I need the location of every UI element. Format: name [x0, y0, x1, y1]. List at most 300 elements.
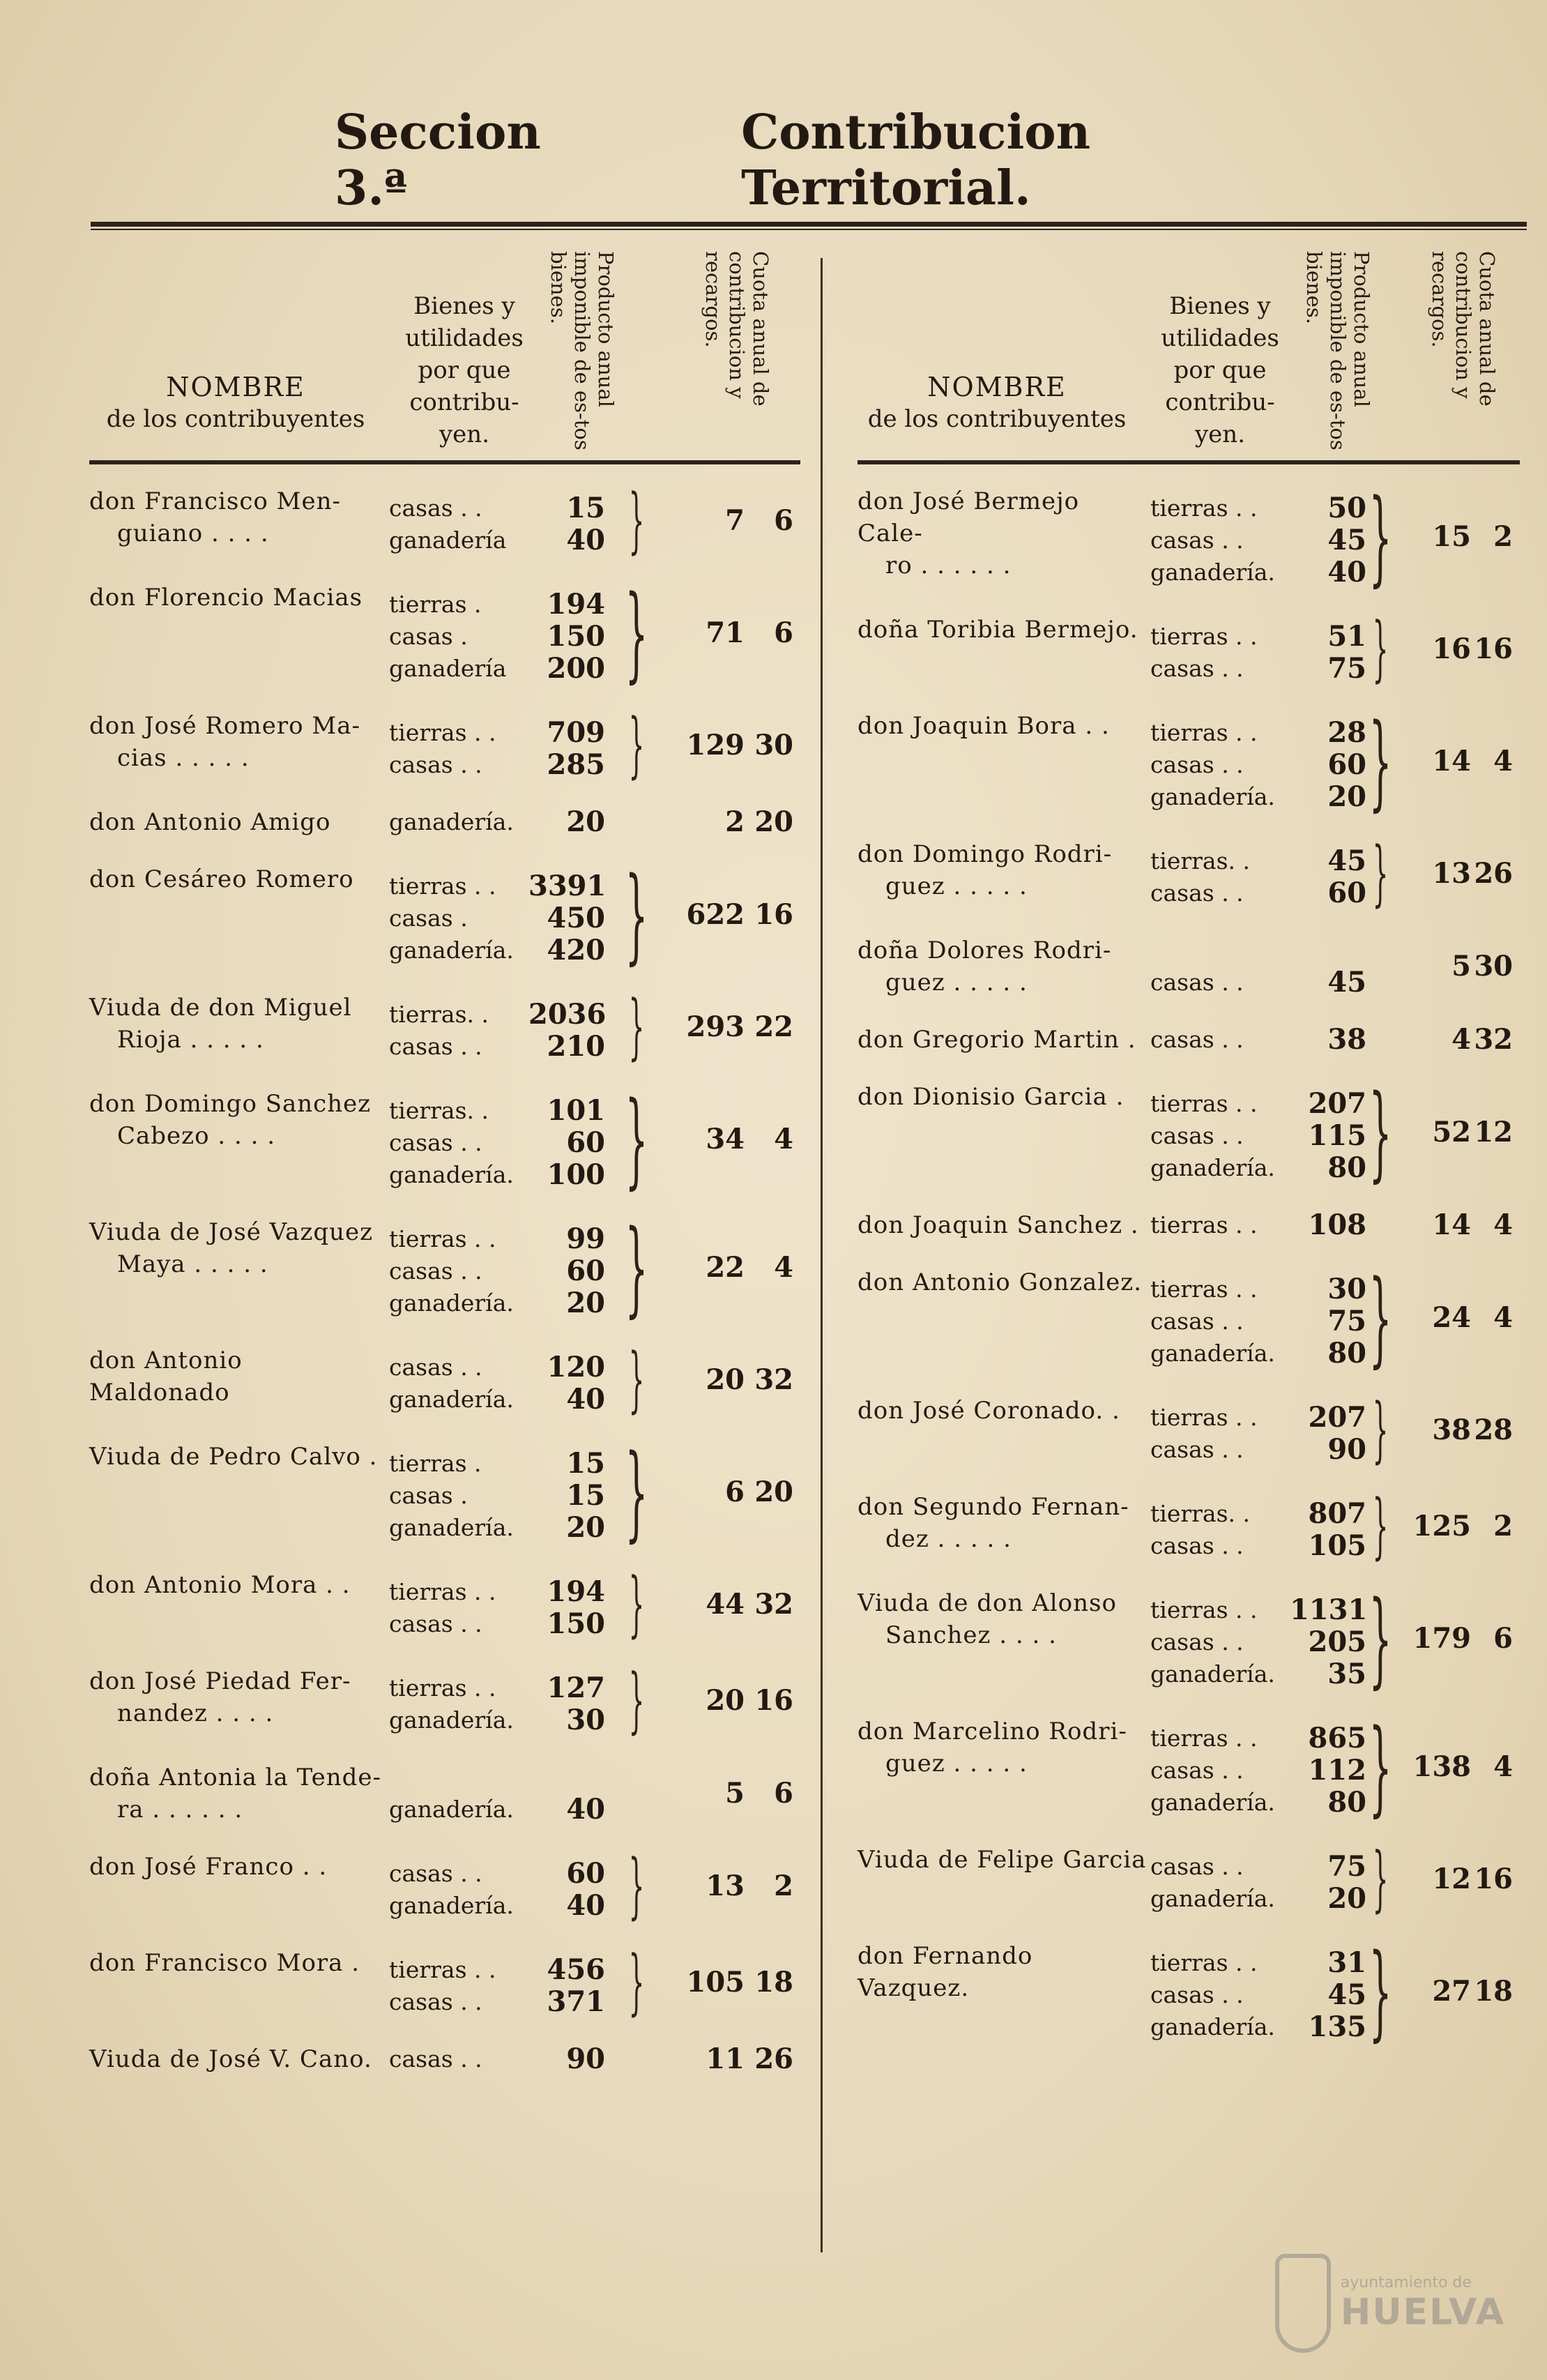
taxable-product-value: 420 [547, 934, 605, 967]
brace-icon: } [628, 1338, 645, 1421]
taxable-product-value: 51 [1327, 620, 1366, 653]
taxable-product-values [1290, 1587, 1366, 1690]
property-types [389, 806, 528, 838]
watermark-big-text: HUELVA [1340, 2291, 1505, 2333]
taxable-product-values [528, 485, 605, 556]
property-type: tierras. . [389, 1001, 489, 1028]
annual-quota-maravedis: 20 [754, 1476, 793, 1508]
taxable-product-values [1290, 1081, 1366, 1184]
taxable-product-values [528, 710, 605, 781]
property-types [389, 1569, 528, 1640]
property-type: tierras. . [1150, 1500, 1250, 1527]
taxpayer-name [858, 1491, 1150, 1562]
taxable-product-value: 30 [566, 1704, 605, 1736]
taxpayer-name [89, 1665, 389, 1736]
brace-icon [1366, 934, 1394, 999]
annual-quota-reales: 6 [725, 1476, 745, 1508]
taxpayer-name [858, 1587, 1150, 1690]
taxpayer-name [858, 838, 1150, 909]
nombre-header-title: NOMBRE [166, 372, 305, 402]
annual-quota-reales: 34 [706, 1123, 745, 1155]
property-type: tierras . . [1150, 1211, 1258, 1238]
taxable-product-value: 31 [1327, 1946, 1366, 1979]
taxable-product-values [1290, 1940, 1366, 2043]
taxable-product-value: 150 [547, 1607, 605, 1640]
property-type: tierras . [389, 1450, 482, 1477]
taxpayer-name [89, 992, 389, 1063]
annual-quota-reales: 14 [1432, 1208, 1471, 1241]
annual-quota-maravedis: 16 [1474, 632, 1513, 665]
property-types [389, 863, 528, 967]
property-type: ganadería. [1150, 2013, 1275, 2040]
annual-quota-maravedis: 12 [1474, 1116, 1513, 1149]
annual-quota-reales: 7 [725, 504, 745, 537]
property-type: casas . . [1150, 1436, 1244, 1463]
property-types [389, 992, 528, 1063]
brace-icon: } [628, 985, 645, 1068]
brace-icon: } [625, 573, 648, 693]
property-types [389, 1441, 528, 1544]
property-type: casas . . [1150, 1981, 1244, 2008]
property-types [1150, 1081, 1290, 1184]
taxpayer-name-line: Viuda de don Alonso [858, 1589, 1117, 1617]
taxpayer-name-continuation: cias . . . . . [117, 744, 250, 772]
annual-quota-maravedis: 4 [774, 1251, 793, 1284]
property-type: ganadería. [1150, 1885, 1275, 1912]
taxpayer-name-line: don Joaquin Bora . . [858, 712, 1110, 740]
taxable-product-value: 112 [1308, 1754, 1366, 1787]
annual-quota-reales: 129 [686, 729, 745, 761]
taxable-product-value: 207 [1308, 1087, 1366, 1120]
annual-quota-reales: 5 [1451, 950, 1471, 983]
property-types [389, 1851, 528, 1922]
taxpayer-name-line: Viuda de José Vazquez [89, 1218, 374, 1246]
taxpayer-name-continuation: nandez . . . . [117, 1699, 274, 1727]
taxpayer-name [89, 710, 389, 781]
taxpayer-entry [89, 1659, 800, 1742]
property-type: casas . . [1150, 526, 1244, 554]
property-type: casas . . [1150, 879, 1244, 907]
taxpayer-name-line: don José Coronado. . [858, 1397, 1120, 1425]
annual-quota-reales: 20 [706, 1363, 745, 1396]
annual-quota-maravedis: 2 [1493, 1510, 1513, 1543]
annual-quota-reales: 12 [1432, 1863, 1471, 1895]
property-type: casas . . [389, 494, 482, 522]
property-types [1150, 1395, 1290, 1466]
property-type: ganadería. [389, 808, 514, 835]
property-types [1150, 1844, 1290, 1915]
taxable-product-value: 205 [1308, 1625, 1366, 1658]
brace-icon [1366, 1209, 1394, 1241]
nombre-header [858, 371, 1136, 435]
property-type: tierras . . [1150, 1725, 1258, 1752]
taxpayer-name-continuation: guez . . . . . [885, 872, 1028, 900]
property-types [1150, 614, 1290, 685]
taxable-product-value: 450 [547, 902, 605, 934]
taxpayer-name-line: don Segundo Fernan- [858, 1493, 1129, 1521]
taxpayer-name-line: don Francisco Mora . [89, 1949, 360, 1977]
annual-quota-reales: 125 [1412, 1510, 1471, 1543]
property-type: ganadería. [389, 937, 514, 964]
taxpayer-name-line: don José Romero Ma- [89, 712, 360, 740]
page-header [335, 105, 1380, 216]
taxable-product-values [1290, 485, 1366, 589]
taxpayer-name [858, 710, 1150, 813]
taxpayer-entry [858, 832, 1520, 915]
taxpayer-name [89, 582, 389, 685]
taxable-product-value: 50 [1327, 492, 1366, 524]
brace-icon: } [1369, 1072, 1392, 1192]
property-type: casas . . [389, 1354, 482, 1381]
taxpayer-entry [858, 1579, 1520, 1699]
property-types [389, 1947, 528, 2018]
taxable-product-value: 150 [547, 620, 605, 653]
brace-icon: } [628, 1659, 645, 1742]
property-type: casas . . [1150, 1026, 1244, 1053]
taxpayer-name-continuation: Rioja . . . . . [117, 1026, 264, 1054]
property-type: ganadería. [389, 1289, 514, 1317]
taxpayer-entry [89, 704, 800, 787]
taxable-product-value: 20 [1327, 1882, 1366, 1915]
annual-quota-reales: 4 [1451, 1023, 1471, 1056]
watermark-small-text: ayuntamiento de [1340, 2273, 1472, 2291]
nombre-header [89, 371, 382, 435]
column-headers [89, 251, 800, 464]
property-types [389, 1088, 528, 1191]
taxpayer-name [89, 1947, 389, 2018]
taxpayer-name-line: don Antonio Gonzalez. [858, 1268, 1142, 1296]
property-type: ganadería. [1150, 1154, 1275, 1181]
brace-icon: } [1372, 1388, 1389, 1471]
annual-quota-maravedis: 4 [1493, 1208, 1513, 1241]
taxable-product-value: 207 [1308, 1401, 1366, 1434]
property-types [389, 710, 528, 781]
annual-quota-reales: 179 [1412, 1622, 1471, 1655]
taxable-product-value: 456 [547, 1953, 605, 1986]
brace-icon: } [1372, 607, 1389, 690]
taxpayer-name [858, 1715, 1150, 1819]
taxpayer-name-line: Viuda de Pedro Calvo . [89, 1443, 378, 1471]
taxpayer-name-line: Viuda de Felipe Garcia [858, 1846, 1147, 1874]
taxpayer-entry [89, 1338, 800, 1421]
property-types [1150, 1715, 1290, 1819]
producto-header: Producto anual imponible de es-tos bienes. [547, 251, 618, 450]
property-type: casas . . [1150, 1853, 1244, 1880]
taxpayer-name-line: don Domingo Sanchez [89, 1090, 372, 1118]
brace-icon: } [1369, 702, 1392, 821]
annual-quota-reales: 71 [706, 616, 745, 649]
annual-quota-reales: 105 [686, 1966, 745, 1999]
taxable-product-values [528, 1569, 605, 1640]
document-title: Contribucion Territorial. [741, 105, 1091, 216]
brace-icon: } [1369, 1579, 1392, 1699]
taxable-product-value: 60 [566, 1857, 605, 1890]
property-type: ganadería. [1150, 559, 1275, 586]
brace-icon [605, 1761, 668, 1826]
taxpayer-entry [89, 1079, 800, 1199]
right-column [858, 251, 1520, 2252]
property-types [389, 1761, 528, 1826]
brace-icon: } [1369, 477, 1392, 597]
bienes-header: Bienes y utilidades por que contribu-yen. [1161, 292, 1279, 448]
property-type: ganadería. [389, 1892, 514, 1919]
taxable-product-value: 105 [1308, 1529, 1366, 1562]
property-type: tierras . . [1150, 494, 1258, 522]
property-types [1150, 485, 1290, 589]
taxpayer-name-continuation: guiano . . . . [117, 520, 269, 547]
property-type: tierras . . [389, 1225, 496, 1252]
header-rule-thin [91, 229, 1527, 230]
column-headers [858, 251, 1520, 464]
property-type: tierras . [389, 591, 482, 618]
property-type: tierras . . [389, 719, 496, 746]
brace-icon: } [1372, 1837, 1389, 1920]
taxable-product-value: 45 [1327, 524, 1366, 556]
property-type: ganadería. [389, 1161, 514, 1188]
property-type: casas . . [389, 1129, 482, 1156]
property-types [389, 1216, 528, 1319]
taxable-product-values [1290, 1491, 1366, 1562]
taxable-product-value: 75 [1327, 1850, 1366, 1883]
property-type: tierras . . [1150, 1596, 1258, 1623]
taxpayer-entry [89, 1208, 800, 1328]
taxpayer-entry [858, 1072, 1520, 1192]
taxable-product-value: 99 [566, 1222, 605, 1255]
property-type: tierras . . [1150, 1275, 1258, 1303]
property-type: casas . . [1150, 1308, 1244, 1335]
taxpayer-name-continuation: ro . . . . . . [885, 552, 1012, 579]
nombre-header-subtitle: de los contribuyentes [106, 405, 365, 433]
taxpayer-entry [858, 934, 1520, 999]
taxpayer-name [89, 1216, 389, 1319]
annual-quota-maravedis: 6 [774, 504, 793, 537]
taxable-product-values [1290, 934, 1366, 999]
annual-quota-reales: 13 [706, 1870, 745, 1902]
taxable-product-value: 45 [1327, 966, 1366, 999]
taxpayer-name-line: don José Piedad Fer- [89, 1667, 351, 1695]
property-type: casas . . [389, 1988, 482, 2015]
annual-quota-maravedis: 32 [754, 1588, 793, 1621]
taxpayer-entry [858, 1024, 1520, 1056]
taxpayer-name-line: don Dionisio Garcia . [858, 1083, 1125, 1111]
property-type: casas . . [389, 1610, 482, 1637]
annual-quota-reales: 5 [725, 1777, 745, 1810]
property-types [389, 1344, 528, 1416]
annual-quota-reales: 44 [706, 1588, 745, 1621]
taxpayer-name [89, 1569, 389, 1640]
property-type: casas . . [1150, 751, 1244, 778]
taxable-product-values [528, 582, 605, 685]
annual-quota-reales: 38 [1432, 1413, 1471, 1446]
property-type: casas . . [1150, 969, 1244, 996]
taxpayer-entry [858, 607, 1520, 690]
property-type: casas . . [389, 1033, 482, 1060]
annual-quota-reales: 293 [686, 1010, 745, 1043]
taxable-product-value: 194 [547, 588, 605, 621]
property-type: ganadería [389, 526, 507, 554]
property-types [1150, 1940, 1290, 2043]
taxable-product-value: 45 [1327, 844, 1366, 877]
annual-quota-reales: 138 [1412, 1750, 1471, 1783]
annual-quota-maravedis: 16 [1474, 1863, 1513, 1895]
property-type: tierras . . [1150, 1404, 1258, 1431]
taxable-product-value: 45 [1327, 1978, 1366, 2011]
taxable-product-value: 20 [566, 1511, 605, 1544]
brace-icon [1366, 1024, 1394, 1056]
property-type: ganadería. [1150, 1789, 1275, 1816]
property-types [389, 485, 528, 556]
annual-quota-maravedis: 20 [754, 805, 793, 838]
taxpayer-name [89, 863, 389, 967]
brace-icon: } [625, 855, 648, 975]
property-type: casas . [389, 623, 468, 650]
annual-quota-reales: 27 [1432, 1975, 1471, 2008]
property-type: casas . . [1150, 1757, 1244, 1784]
taxable-product-value: 15 [566, 1479, 605, 1512]
property-types [389, 1665, 528, 1736]
taxable-product-values [528, 806, 605, 838]
cuota-header: Cuota anual de contribucion y recargos. [701, 251, 772, 407]
taxable-product-value: 60 [1327, 748, 1366, 781]
taxpayer-name [858, 1081, 1150, 1184]
annual-quota-maravedis: 4 [1493, 745, 1513, 778]
taxpayer-name-line: don Joaquin Sanchez . [858, 1211, 1139, 1239]
taxable-product-value: 1131 [1290, 1593, 1368, 1626]
taxpayer-entry [858, 1209, 1520, 1241]
taxpayer-name [858, 1844, 1150, 1915]
property-type: ganadería. [389, 1706, 514, 1734]
bienes-header: Bienes y utilidades por que contribu-yen. [405, 292, 524, 448]
right-entries-list [858, 477, 1520, 2052]
taxpayer-name [89, 1344, 389, 1416]
annual-quota-reales: 22 [706, 1251, 745, 1284]
annual-quota-maravedis: 2 [1493, 520, 1513, 553]
taxable-product-values [1290, 838, 1366, 909]
taxable-product-value: 865 [1308, 1722, 1366, 1754]
taxpayer-entry [89, 573, 800, 693]
taxpayer-entry [89, 479, 800, 562]
taxable-product-value: 30 [1327, 1273, 1366, 1305]
property-type: ganadería [389, 655, 507, 682]
taxpayer-name-line: doña Dolores Rodri- [858, 937, 1112, 964]
taxable-product-value: 40 [566, 1889, 605, 1922]
property-type: tierras . . [1150, 1090, 1258, 1117]
property-type: tierras . . [389, 1956, 496, 1983]
taxpayer-name-continuation: guez . . . . . [885, 1750, 1028, 1778]
annual-quota-reales: 622 [686, 898, 745, 931]
section-title: Seccion 3.ª [335, 105, 541, 216]
property-type: casas . [389, 904, 468, 932]
taxpayer-name-continuation: guez . . . . . [885, 969, 1028, 996]
brace-icon: } [625, 1079, 648, 1199]
taxable-product-values [528, 1088, 605, 1191]
brace-icon: } [1372, 1485, 1389, 1568]
taxable-product-value: 40 [566, 1793, 605, 1826]
taxable-product-values [528, 1851, 605, 1922]
taxable-product-values [528, 1216, 605, 1319]
coat-of-arms-icon [1275, 2254, 1331, 2353]
property-type: casas . . [389, 1257, 482, 1284]
property-type: casas . . [1150, 1122, 1244, 1149]
taxpayer-name [89, 1851, 389, 1922]
taxable-product-values [1290, 1715, 1366, 1819]
taxpayer-name [858, 485, 1150, 589]
taxpayer-entry [858, 1258, 1520, 1378]
taxable-product-value: 40 [566, 1383, 605, 1416]
left-column [89, 251, 800, 2252]
brace-icon: } [625, 1208, 648, 1328]
producto-header: Producto anual imponible de es-tos bienes. [1302, 251, 1373, 450]
property-type: ganadería. [389, 1796, 514, 1823]
taxable-product-values [1290, 1266, 1366, 1370]
annual-quota-reales: 52 [1432, 1116, 1471, 1149]
taxpayer-entry [858, 477, 1520, 597]
taxpayer-entry [89, 1432, 800, 1552]
taxpayer-entry [858, 1932, 1520, 2052]
taxpayer-name-continuation: Sanchez . . . . [885, 1621, 1057, 1649]
annual-quota-maravedis: 4 [1493, 1750, 1513, 1783]
taxpayer-name-line: don Antonio Mora . . [89, 1571, 351, 1599]
cuota-header: Cuota anual de contribucion y recargos. [1428, 251, 1499, 407]
brace-icon: } [625, 1432, 648, 1552]
taxpayer-name-line: doña Antonia la Tende- [89, 1764, 382, 1791]
taxpayer-name [858, 1209, 1150, 1241]
annual-quota-maravedis: 30 [1474, 950, 1513, 983]
annual-quota-maravedis: 18 [754, 1966, 793, 1999]
taxpayer-name [89, 485, 389, 556]
taxable-product-value: 3391 [528, 870, 607, 902]
property-types [1150, 1491, 1290, 1562]
taxpayer-name [858, 1266, 1150, 1370]
property-types [1150, 934, 1290, 999]
taxpayer-entry [858, 1707, 1520, 1827]
taxable-product-values [1290, 1395, 1366, 1466]
taxable-product-value: 35 [1327, 1658, 1366, 1690]
taxable-product-values [1290, 1844, 1366, 1915]
taxpayer-name-continuation: dez . . . . . [885, 1525, 1012, 1553]
taxable-product-value: 40 [566, 524, 605, 556]
brace-icon: } [628, 704, 645, 787]
taxpayer-name-line: don Antonio Amigo [89, 808, 331, 836]
taxable-product-values [1290, 710, 1366, 813]
taxpayer-entry [89, 1563, 800, 1646]
annual-quota-maravedis: 16 [754, 1684, 793, 1717]
taxable-product-values [528, 992, 605, 1063]
taxpayer-name [89, 1441, 389, 1544]
annual-quota-maravedis: 6 [1493, 1622, 1513, 1655]
annual-quota-maravedis: 6 [774, 1777, 793, 1810]
taxable-product-values [1290, 1024, 1366, 1056]
property-type: ganadería. [389, 1386, 514, 1413]
property-type: tierras . . [389, 1674, 496, 1701]
annual-quota-maravedis: 26 [754, 2042, 793, 2075]
taxable-product-value: 75 [1327, 1305, 1366, 1337]
brace-icon: } [628, 479, 645, 562]
taxable-product-value: 210 [547, 1030, 605, 1063]
taxpayer-name [858, 1024, 1150, 1056]
taxable-product-value: 100 [547, 1158, 605, 1191]
taxpayer-name-line: don Marcelino Rodri- [858, 1718, 1127, 1745]
taxable-product-value: 28 [1327, 716, 1366, 749]
nombre-header-subtitle: de los contribuyentes [867, 405, 1127, 433]
brace-icon [605, 2043, 668, 2075]
taxable-product-value: 60 [566, 1255, 605, 1287]
taxpayer-entry [89, 1844, 800, 1927]
left-entries-list [89, 479, 800, 2075]
taxpayer-name [89, 1088, 389, 1191]
annual-quota-maravedis: 28 [1474, 1413, 1513, 1446]
taxpayer-entry [858, 1485, 1520, 1568]
